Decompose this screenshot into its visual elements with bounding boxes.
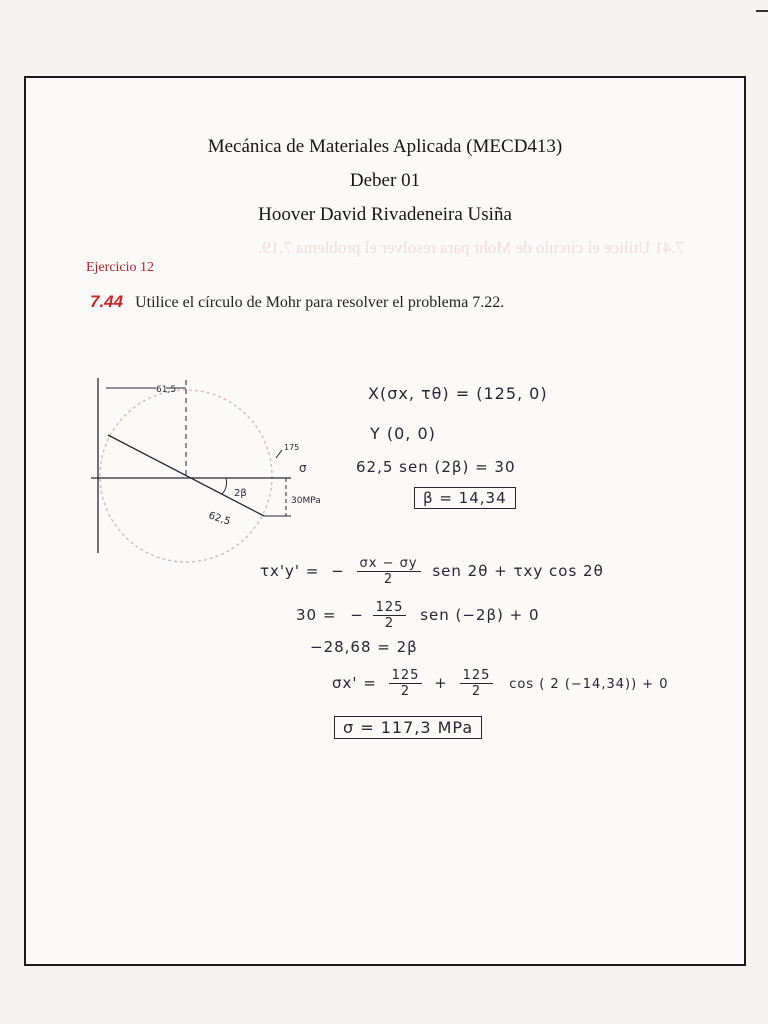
result-beta: β = 14,34: [414, 487, 516, 509]
sigma-axis-label: σ: [299, 461, 307, 475]
eq-sine-relation: 62,5 sen (2β) = 30: [356, 458, 516, 476]
eq2-den: 2: [384, 616, 395, 631]
eq-angle-result: −28,68 = 2β: [310, 638, 418, 656]
eq-point-y: Y (0, 0): [370, 424, 436, 443]
sigma-den-2: 2: [471, 684, 482, 699]
problem-number: 7.44: [90, 292, 124, 311]
tau-minus: −: [331, 562, 345, 580]
sigma-lhs: σx' =: [332, 674, 377, 692]
shear-tick: [276, 450, 282, 458]
eq2-lhs: 30 =: [296, 606, 337, 624]
eq-point-x: X(σx, τθ) = (125, 0): [368, 384, 548, 403]
result-sigma: σ = 117,3 MPa: [334, 716, 482, 739]
eq-substitution: [296, 600, 540, 631]
course-title: Mecánica de Materiales Aplicada (MECD413): [207, 136, 563, 157]
sigma-num-1: 125: [389, 668, 423, 684]
tau-rest: sen 2θ + τxy cos 2θ: [432, 562, 604, 580]
stress-label: 30MPa: [291, 496, 321, 506]
section-label: Ejercicio 12: [86, 260, 155, 275]
assignment-title: Deber 01: [349, 170, 421, 191]
corner-mark: [756, 10, 768, 12]
radius-label: 62,5: [207, 510, 232, 528]
tau-lhs: τx'y' =: [260, 562, 320, 580]
author-name: Hoover David Rivadeneira Usiña: [258, 204, 512, 225]
angle-label: 2β: [234, 488, 247, 499]
tau-num: σx − σy: [357, 556, 421, 572]
top-dimension-label: 61,5: [156, 385, 177, 395]
page-frame: [24, 76, 746, 966]
eq-tau-transform: [260, 556, 604, 587]
sigma-rest: cos ( 2 (−14,34)) + 0: [509, 677, 669, 692]
tau-fraction: [357, 556, 421, 587]
tau-den: 2: [383, 572, 394, 587]
sigma-fraction-2: [460, 668, 494, 699]
eq2-sign: −: [350, 606, 364, 624]
sigma-fraction-1: [389, 668, 423, 699]
bleed-through-text: 7.41 Utilice el círculo de Mohr para resolver el problema 7.19.: [258, 238, 685, 257]
shear-label: 175: [284, 443, 300, 452]
mohr-circle-diagram: [86, 368, 366, 568]
sigma-den-1: 2: [400, 684, 411, 699]
problem-text: Utilice el círculo de Mohr para resolver el problema 7.22.: [135, 294, 505, 311]
sigma-num-2: 125: [460, 668, 494, 684]
eq2-rest: sen (−2β) + 0: [420, 606, 540, 624]
problem-statement: [90, 292, 504, 312]
eq2-fraction: [373, 600, 407, 631]
sigma-plus: +: [434, 674, 448, 692]
eq2-num: 125: [373, 600, 407, 616]
eq-sigma-transform: [332, 668, 669, 699]
angle-arc: [222, 478, 227, 494]
